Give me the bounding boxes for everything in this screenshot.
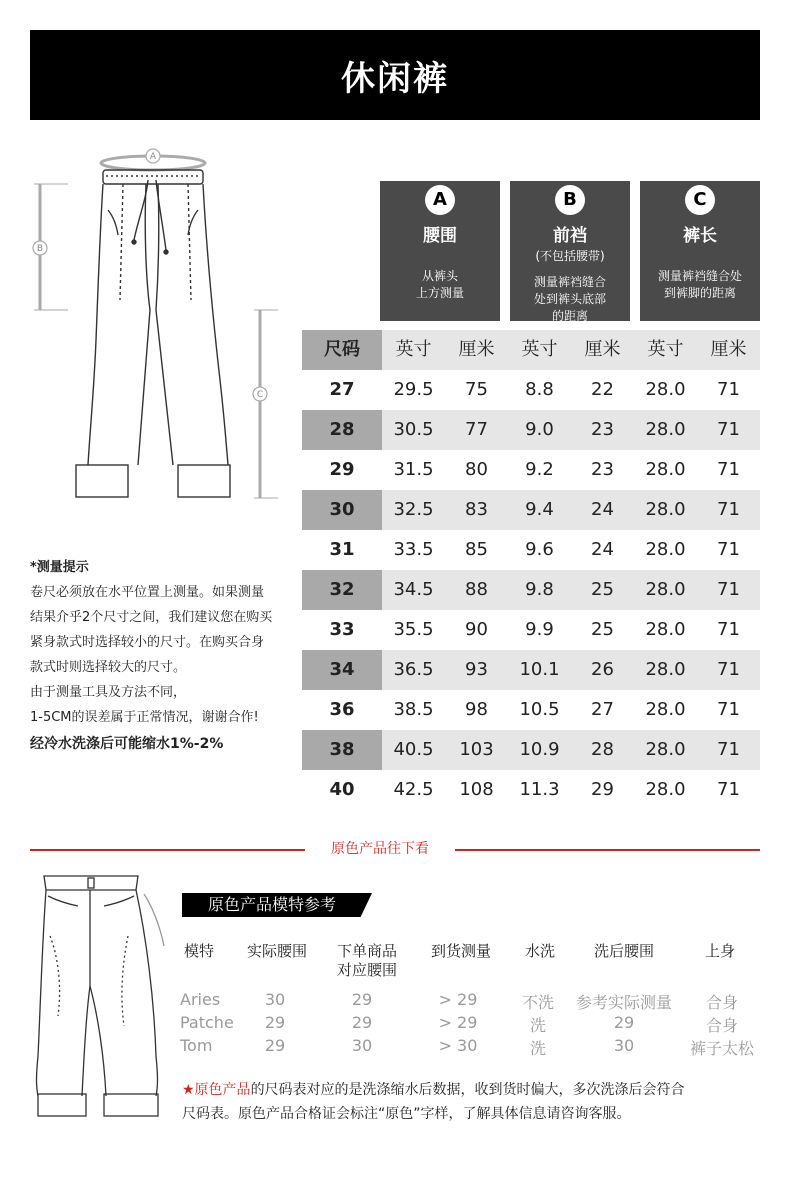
model-ref-cell: 参考实际测量 [575,993,672,1012]
size-value: 90 [465,619,488,640]
size-value: 9.6 [525,539,554,560]
model-ref-cell: 29 [264,1036,286,1055]
letter-badge-a: A [425,185,455,215]
header-cell: 厘米 [571,330,634,370]
size-value: 83 [445,490,508,530]
size-row [302,690,760,730]
diagram-label-c: C [256,390,264,400]
size-value: 28.0 [634,490,697,530]
pants-diagram [28,140,278,510]
letter-badge-b: B [555,185,585,215]
size-value: 28.0 [645,459,686,480]
size-label: 27 [329,379,355,400]
model-ref-cell: Aries [180,990,221,1009]
size-value: 28.0 [645,779,686,800]
size-value: 93 [445,650,508,690]
tips-line: 由于测量工具及方法不同， [30,685,187,700]
tips-line: 卷尺必须放在水平位置上测量。如果测量 [30,585,265,600]
size-label: 31 [329,539,355,560]
model-ref-title: 原色产品模特参考 [208,895,337,914]
size-value: 25 [591,619,614,640]
size-value: 71 [717,379,740,400]
measurement-desc: 从裤头 上方测量 [415,269,464,300]
measurement-desc: 测量裤裆缝合处 到裤脚的距离 [657,269,742,300]
size-row [302,610,760,650]
size-row [302,650,760,690]
size-label: 30 [302,490,382,530]
model-ref-cell: 29 [351,990,373,1009]
size-value: 30.5 [382,410,445,450]
size-value: 31.5 [393,459,434,480]
size-table [302,330,760,810]
size-value: 8.8 [525,379,554,400]
model-ref-cell: > 29 [438,990,478,1009]
tips-line: 款式时则选择较大的尺寸。 [30,660,187,675]
col-header-model: 模特 [183,942,214,960]
size-value: 23 [571,410,634,450]
size-value: 85 [465,539,488,560]
model-ref-cell: Patche [180,1013,234,1032]
model-ref-cell: > 29 [438,1013,478,1032]
size-value: 10.9 [508,730,571,770]
measurement-sub: (不包括腰带) [535,249,605,263]
size-value: 28.0 [645,619,686,640]
note-text-2: 尺码表。原色产品合格证会标注“原色”字样，了解具体信息请咨询客服。 [182,1106,631,1122]
tips-line: 结果介乎2个尺寸之间，我们建议您在购买 [30,610,273,625]
size-table-header [302,330,760,370]
size-value: 35.5 [393,619,434,640]
size-label: 40 [329,779,355,800]
model-ref-cell: 30 [264,990,286,1009]
size-value: 10.5 [519,699,560,720]
size-value: 71 [697,490,760,530]
size-value: 29.5 [393,379,434,400]
shrink-warning: 经冷水洗涤后可能缩水1%-2% [30,736,224,752]
size-table-body [302,370,760,810]
measurement-name: 裤长 [683,226,717,246]
size-value: 10.1 [508,650,571,690]
size-row [302,730,760,770]
size-value: 23 [591,459,614,480]
size-value: 28.0 [645,379,686,400]
size-value: 28.0 [634,650,697,690]
model-ref-cell: 29 [613,1013,635,1032]
size-value: 40.5 [382,730,445,770]
size-value: 33.5 [393,539,434,560]
size-value: 71 [697,570,760,610]
col-header-ordered-waist: 下单商品 对应腰围 [336,942,397,979]
model-ref-cell: 洗 [529,1039,546,1058]
size-value: 71 [717,539,740,560]
size-value: 9.0 [508,410,571,450]
size-value: 98 [465,699,488,720]
size-row [302,530,760,570]
size-value: 9.2 [525,459,554,480]
size-value: 9.4 [508,490,571,530]
size-value: 32.5 [382,490,445,530]
divider-label: 原色产品往下看 [331,841,429,857]
size-label: 34 [302,650,382,690]
size-value: 103 [445,730,508,770]
size-value: 28.0 [645,699,686,720]
size-value: 36.5 [382,650,445,690]
col-header-wash: 水洗 [524,942,555,960]
jeans-diagram [28,866,168,1126]
size-value: 28.0 [634,730,697,770]
size-row [302,410,760,450]
original-color-note [182,1078,762,1126]
letter-badge-c: C [685,185,715,215]
diagram-label-b: B [36,244,44,254]
size-value: 28.0 [634,410,697,450]
model-ref-cell: 30 [613,1036,635,1055]
size-label: 28 [302,410,382,450]
size-value: 108 [459,779,494,800]
model-ref-cell: 合身 [705,993,738,1012]
divider-line-right [455,849,760,851]
col-header-actual-waist: 实际腰围 [246,942,307,960]
model-ref-cell: 30 [351,1036,373,1055]
measurement-desc: 测量裤裆缝合 处到裤头底部 的距离 [533,275,606,323]
size-value: 29 [591,779,614,800]
size-value: 88 [445,570,508,610]
header-cell: 厘米 [697,330,760,370]
measurement-box-length [640,181,760,321]
size-value: 27 [591,699,614,720]
size-value: 71 [717,459,740,480]
size-value: 24 [571,490,634,530]
model-ref-cell: 29 [351,1013,373,1032]
measurement-box-waist [380,181,500,321]
size-value: 9.8 [508,570,571,610]
measurement-name: 腰围 [423,226,457,246]
size-label: 33 [329,619,355,640]
size-row [302,570,760,610]
note-text-1: 的尺码表对应的是洗涤缩水后数据，收到货时偏大，多次洗涤后会符合 [250,1082,685,1098]
size-value: 25 [571,570,634,610]
header-cell: 英寸 [508,330,571,370]
diagram-label-a: A [149,152,157,162]
size-value: 24 [591,539,614,560]
size-value: 71 [697,410,760,450]
size-value: 28.0 [634,570,697,610]
size-label: 29 [329,459,355,480]
size-label: 32 [302,570,382,610]
col-header-fit: 上身 [704,942,735,960]
size-value: 34.5 [382,570,445,610]
size-value: 71 [717,619,740,640]
measurement-name: 前裆 [553,226,587,246]
size-row [302,770,760,810]
note-highlight: ★原色产品 [182,1082,251,1098]
size-label: 38 [302,730,382,770]
size-value: 11.3 [519,779,560,800]
size-row [302,370,760,410]
header-cell: 英寸 [382,330,445,370]
size-row [302,450,760,490]
header-cell: 厘米 [445,330,508,370]
size-value: 77 [445,410,508,450]
model-ref-cell: > 30 [438,1036,478,1055]
size-row [302,490,760,530]
col-header-arrival-measure: 到货测量 [430,942,491,960]
tips-line: 紧身款式时选择较小的尺寸。在购买合身 [30,635,265,650]
size-value: 71 [697,650,760,690]
tips-line: 1-5CM的误差属于正常情况，谢谢合作! [30,710,259,725]
model-ref-cell: 29 [264,1013,286,1032]
header-cell: 尺码 [302,330,382,370]
divider-line-left [30,849,305,851]
size-value: 80 [465,459,488,480]
size-value: 71 [717,699,740,720]
tips-title: *测量提示 [30,560,89,575]
size-value: 71 [717,779,740,800]
size-value: 38.5 [393,699,434,720]
size-value: 9.9 [525,619,554,640]
model-ref-cell: 不洗 [521,993,554,1012]
col-header-after-wash-waist: 洗后腰围 [593,942,654,960]
size-label: 36 [329,699,355,720]
size-value: 75 [465,379,488,400]
measurement-tips [30,555,300,757]
size-value: 42.5 [393,779,434,800]
model-ref-cell: Tom [180,1036,213,1055]
model-ref-cell: 合身 [705,1016,738,1035]
model-ref-cell: 洗 [529,1016,546,1035]
size-value: 22 [591,379,614,400]
size-value: 28 [571,730,634,770]
size-value: 71 [697,730,760,770]
measurement-box-front-rise [510,181,630,321]
size-value: 28.0 [645,539,686,560]
page-title: 休闲裤 [30,30,760,120]
model-ref-cell: 裤子太松 [689,1039,754,1058]
header-cell: 英寸 [634,330,697,370]
size-value: 26 [571,650,634,690]
